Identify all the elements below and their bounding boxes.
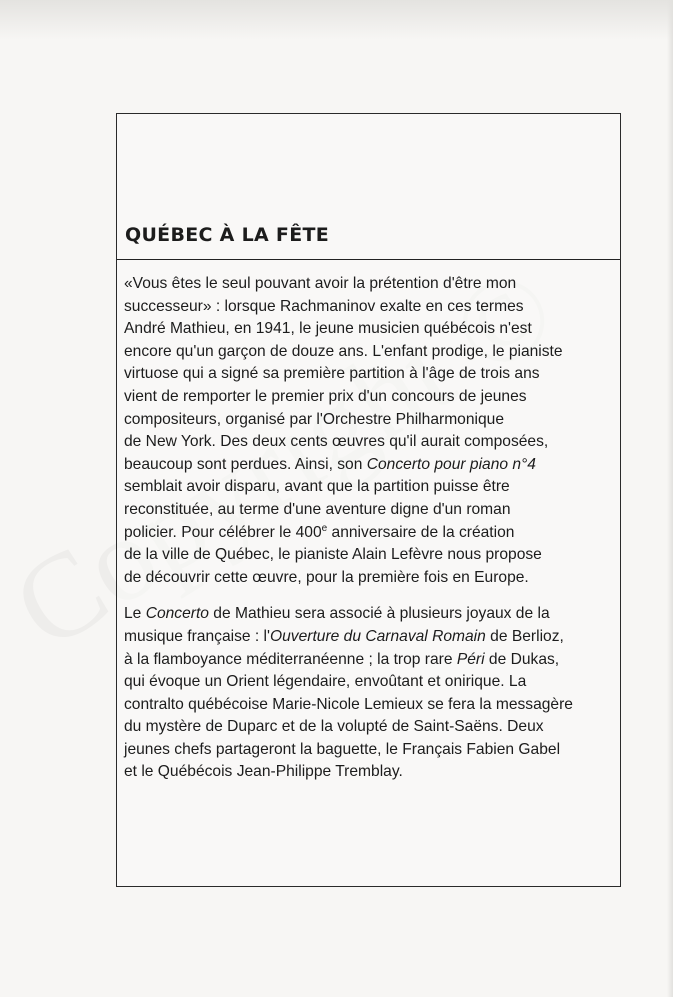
text-run: de Berlioz, [485, 627, 564, 645]
text-line: de découvrir cette œuvre, pour la première fois en Europe. [124, 568, 529, 586]
article-body [124, 273, 622, 784]
text-line: semblait avoir disparu, avant que la partition puisse être [124, 478, 510, 496]
text-run: beaucoup sont perdues. Ainsi, son [124, 455, 367, 473]
text-line: successeur» : lorsque Rachmaninov exalte en ces termes [124, 297, 524, 315]
work-title-concerto-piano-4: Concerto pour piano n°4 [366, 455, 536, 473]
text-line: jeunes chefs partageront la baguette, le Français Fabien Gabel [124, 740, 561, 758]
work-title-carnaval-romain: Ouverture du Carnaval Romain [270, 627, 486, 645]
text-line [124, 522, 622, 545]
text-line [124, 626, 622, 649]
scan-right-edge [667, 0, 673, 997]
section-title: QUÉBEC À LA FÊTE [125, 224, 330, 246]
paragraph-program [124, 603, 622, 784]
text-line [124, 649, 622, 672]
text-line: André Mathieu, en 1941, le jeune musicien québécois n'est [124, 320, 532, 338]
work-title-concerto: Concerto [145, 605, 209, 623]
text-line: de New York. Des deux cents œuvres qu'il aurait composées, [124, 433, 549, 451]
text-line [124, 603, 622, 626]
text-run: Le [124, 605, 146, 623]
text-line: vient de remporter le premier prix d'un concours de jeunes [124, 387, 527, 405]
text-run: policier. Pour célébrer le 400 [124, 523, 322, 541]
text-line: encore qu'un garçon de douze ans. L'enfant prodige, le pianiste [124, 342, 563, 360]
text-run: anniversaire de la création [327, 523, 515, 541]
text-run: à la flamboyance méditerranéenne ; la trop rare [124, 650, 457, 668]
text-line: du mystère de Duparc et de la volupté de Saint-Saëns. Deux [124, 718, 544, 736]
paragraph-intro [124, 273, 622, 589]
text-line: et le Québécois Jean-Philippe Tremblay. [124, 763, 403, 781]
text-run: musique française : l' [124, 627, 270, 645]
article-box [116, 113, 621, 887]
work-title-peri: Péri [456, 650, 485, 668]
ordinal-superscript: e [321, 522, 328, 534]
title-divider [117, 259, 620, 260]
text-line: reconstituée, au terme d'une aventure digne d'un roman [124, 500, 511, 518]
text-run: de Dukas, [484, 650, 560, 668]
text-line: contralto québécoise Marie-Nicole Lemieux se fera la messagère [124, 695, 573, 713]
text-line: de la ville de Québec, le pianiste Alain Lefèvre nous propose [124, 546, 542, 564]
text-run: de Mathieu sera associé à plusieurs joyaux de la [208, 605, 550, 623]
text-line: virtuose qui a signé sa première partition à l'âge de trois ans [124, 365, 540, 383]
text-line: «Vous êtes le seul pouvant avoir la prétention d'être mon [124, 275, 517, 292]
text-line [124, 454, 622, 477]
text-line: compositeurs, organisé par l'Orchestre Philharmonique [124, 410, 505, 428]
scan-top-shadow [0, 0, 673, 40]
text-line: qui évoque un Orient légendaire, envoûtant et onirique. La [124, 673, 527, 691]
